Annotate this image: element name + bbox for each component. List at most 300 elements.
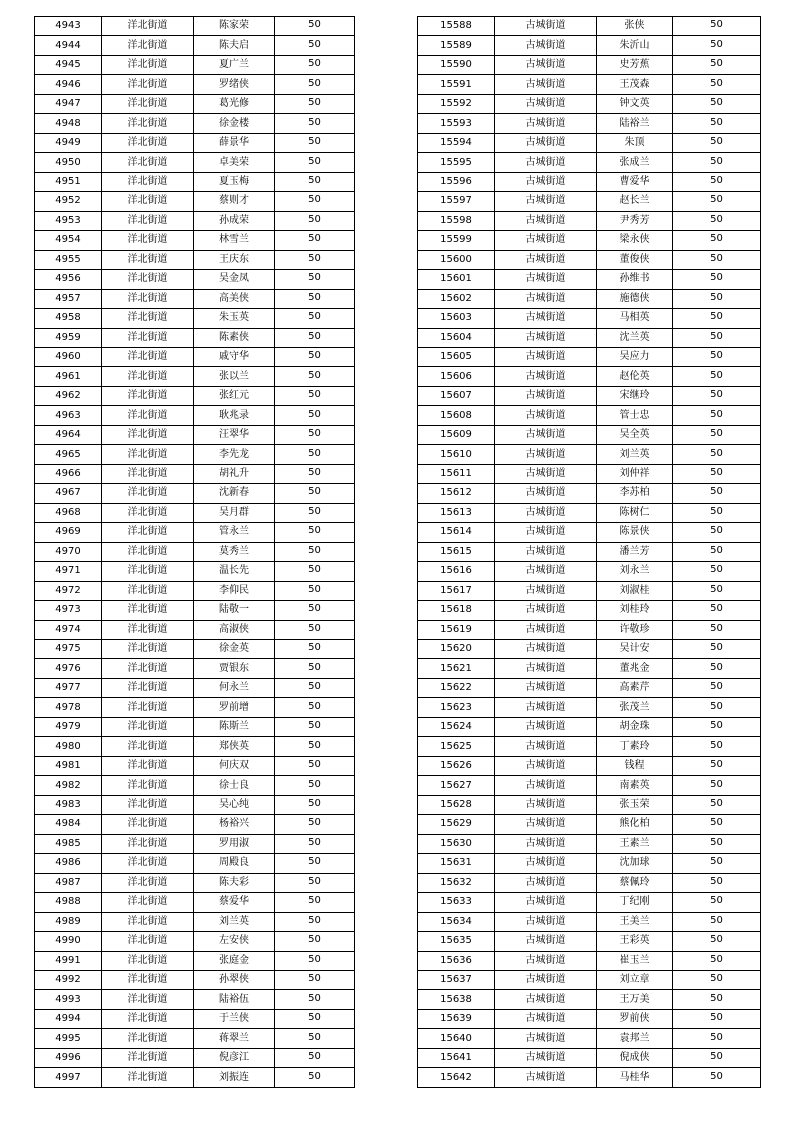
table-row [35,873,355,892]
name-cell: 刘淑桂 [597,581,673,600]
amount-value: 50 [308,700,321,712]
name-cell: 夏玉梅 [194,172,275,191]
street-cell: 洋北街道 [102,581,194,600]
id-cell: 15594 [418,133,495,152]
name-cell: 周殿良 [194,854,275,873]
amount-value: 50 [710,330,723,342]
street-cell: 洋北街道 [102,172,194,191]
amount-cell [673,367,761,386]
amount-value: 50 [308,174,321,186]
name-cell: 罗用淑 [194,834,275,853]
name-cell: 赵伦英 [597,367,673,386]
amount-value: 50 [308,681,321,693]
table-row [35,309,355,328]
name-cell: 陆裕伍 [194,990,275,1009]
amount-cell [673,698,761,717]
amount-cell [673,815,761,834]
street-cell: 洋北街道 [102,620,194,639]
amount-cell [673,581,761,600]
name-cell: 施德侠 [597,289,673,308]
amount-value: 50 [710,836,723,848]
id-cell: 4956 [35,270,102,289]
name-cell: 陈斯兰 [194,717,275,736]
street-cell: 洋北街道 [102,834,194,853]
amount-value: 50 [710,1070,723,1082]
table-row [418,581,761,600]
amount-value: 50 [308,330,321,342]
id-cell: 4957 [35,289,102,308]
table-row [418,523,761,542]
street-cell: 古城街道 [495,328,597,347]
amount-value: 50 [308,583,321,595]
name-cell: 倪彦江 [194,1048,275,1067]
name-cell: 刘立章 [597,970,673,989]
table-row [418,503,761,522]
table-row [418,737,761,756]
street-cell: 古城街道 [495,815,597,834]
name-cell: 蔡佩玲 [597,873,673,892]
amount-cell [673,659,761,678]
street-cell: 洋北街道 [102,737,194,756]
amount-value: 50 [710,1012,723,1024]
amount-cell [673,133,761,152]
name-cell: 曹爱华 [597,172,673,191]
name-cell: 徐士良 [194,776,275,795]
table-row [35,970,355,989]
amount-cell [673,153,761,172]
street-cell: 古城街道 [495,834,597,853]
street-cell: 古城街道 [495,912,597,931]
name-cell: 徐金英 [194,640,275,659]
amount-value: 50 [710,272,723,284]
name-cell: 张以兰 [194,367,275,386]
amount-value: 50 [710,778,723,790]
name-cell: 蔡则才 [194,192,275,211]
amount-cell [275,776,355,795]
street-cell: 古城街道 [495,192,597,211]
table-row [418,211,761,230]
amount-value: 50 [308,1051,321,1063]
street-cell: 洋北街道 [102,484,194,503]
name-cell: 宋继玲 [597,386,673,405]
street-cell: 古城街道 [495,1029,597,1048]
table-row [418,1068,761,1087]
amount-value: 50 [710,1031,723,1043]
amount-value: 50 [308,875,321,887]
amount-value: 50 [308,564,321,576]
street-cell: 洋北街道 [102,133,194,152]
id-cell: 15638 [418,990,495,1009]
table-row [418,484,761,503]
street-cell: 洋北街道 [102,114,194,133]
table-row [418,542,761,561]
name-cell: 崔玉兰 [597,951,673,970]
amount-cell [275,347,355,366]
name-cell: 王彩英 [597,932,673,951]
table-row [35,386,355,405]
amount-cell [673,192,761,211]
name-cell: 蒋翠兰 [194,1029,275,1048]
name-cell: 董俊侠 [597,250,673,269]
table-row [418,717,761,736]
amount-cell [275,464,355,483]
id-cell: 15633 [418,893,495,912]
street-cell: 洋北街道 [102,17,194,36]
name-cell: 潘兰芳 [597,542,673,561]
street-cell: 洋北街道 [102,523,194,542]
street-cell: 洋北街道 [102,1068,194,1087]
name-cell: 马桂华 [597,1068,673,1087]
table-row [418,347,761,366]
id-cell: 15614 [418,523,495,542]
street-cell: 洋北街道 [102,503,194,522]
table-row [35,795,355,814]
id-cell: 4987 [35,873,102,892]
name-cell: 沈加球 [597,854,673,873]
table-row [35,659,355,678]
id-cell: 4952 [35,192,102,211]
amount-cell [673,36,761,55]
name-cell: 戚守华 [194,347,275,366]
amount-cell [275,912,355,931]
left-ledger-body [35,17,355,1088]
table-row [35,1009,355,1028]
table-row [418,912,761,931]
id-cell: 15624 [418,717,495,736]
amount-value: 50 [710,797,723,809]
id-cell: 4979 [35,717,102,736]
amount-cell [275,951,355,970]
name-cell: 倪成侠 [597,1048,673,1067]
amount-cell [673,640,761,659]
name-cell: 胡礼升 [194,464,275,483]
table-row [418,815,761,834]
street-cell: 古城街道 [495,601,597,620]
amount-cell [275,756,355,775]
id-cell: 15589 [418,36,495,55]
id-cell: 15642 [418,1068,495,1087]
id-cell: 15635 [418,932,495,951]
name-cell: 罗绪侠 [194,75,275,94]
amount-value: 50 [710,759,723,771]
table-row [35,328,355,347]
name-cell: 陈家荣 [194,17,275,36]
street-cell: 洋北街道 [102,815,194,834]
id-cell: 4969 [35,523,102,542]
name-cell: 陈树仁 [597,503,673,522]
table-row [35,172,355,191]
table-row [35,815,355,834]
amount-cell [673,542,761,561]
id-cell: 15608 [418,406,495,425]
amount-value: 50 [308,778,321,790]
street-cell: 古城街道 [495,309,597,328]
amount-cell [673,94,761,113]
street-cell: 古城街道 [495,153,597,172]
amount-value: 50 [710,856,723,868]
name-cell: 陈素侠 [194,328,275,347]
amount-cell [673,289,761,308]
table-row [418,562,761,581]
street-cell: 古城街道 [495,367,597,386]
table-row [35,834,355,853]
name-cell: 钟文英 [597,94,673,113]
amount-value: 50 [710,934,723,946]
id-cell: 4982 [35,776,102,795]
amount-cell [673,114,761,133]
amount-value: 50 [308,350,321,362]
amount-cell [673,484,761,503]
amount-cell [275,445,355,464]
table-row [35,17,355,36]
name-cell: 刘桂玲 [597,601,673,620]
amount-cell [275,932,355,951]
amount-cell [673,756,761,775]
name-cell: 吴心纯 [194,795,275,814]
id-cell: 15618 [418,601,495,620]
amount-value: 50 [710,194,723,206]
id-cell: 4990 [35,932,102,951]
amount-cell [275,640,355,659]
id-cell: 4984 [35,815,102,834]
table-row [418,94,761,113]
amount-cell [275,659,355,678]
amount-cell [275,815,355,834]
amount-cell [275,1009,355,1028]
table-row [35,640,355,659]
amount-value: 50 [710,603,723,615]
name-cell: 贾银东 [194,659,275,678]
id-cell: 4989 [35,912,102,931]
street-cell: 洋北街道 [102,75,194,94]
table-row [35,1048,355,1067]
table-row [418,873,761,892]
id-cell: 15592 [418,94,495,113]
table-row [35,289,355,308]
amount-value: 50 [710,58,723,70]
name-cell: 林雪兰 [194,231,275,250]
table-row [35,620,355,639]
id-cell: 4997 [35,1068,102,1087]
amount-value: 50 [710,739,723,751]
street-cell: 古城街道 [495,503,597,522]
amount-value: 50 [710,525,723,537]
table-row [418,367,761,386]
amount-cell [275,75,355,94]
name-cell: 赵长兰 [597,192,673,211]
table-row [35,36,355,55]
name-cell: 许敬珍 [597,620,673,639]
name-cell: 张玉荣 [597,795,673,814]
table-row [418,445,761,464]
amount-value: 50 [308,467,321,479]
amount-cell [673,893,761,912]
right-ledger-body [418,17,761,1088]
street-cell: 洋北街道 [102,542,194,561]
street-cell: 古城街道 [495,717,597,736]
street-cell: 古城街道 [495,756,597,775]
amount-value: 50 [308,233,321,245]
name-cell: 耿兆录 [194,406,275,425]
name-cell: 陈景侠 [597,523,673,542]
name-cell: 李仰民 [194,581,275,600]
name-cell: 尹秀芳 [597,211,673,230]
id-cell: 4980 [35,737,102,756]
name-cell: 温长先 [194,562,275,581]
street-cell: 古城街道 [495,659,597,678]
amount-cell [673,328,761,347]
table-row [35,854,355,873]
amount-value: 50 [710,700,723,712]
table-row [35,503,355,522]
id-cell: 4948 [35,114,102,133]
street-cell: 洋北街道 [102,678,194,697]
street-cell: 洋北街道 [102,756,194,775]
amount-cell [673,932,761,951]
id-cell: 4961 [35,367,102,386]
table-row [418,698,761,717]
id-cell: 4995 [35,1029,102,1048]
street-cell: 古城街道 [495,678,597,697]
street-cell: 古城街道 [495,231,597,250]
id-cell: 15602 [418,289,495,308]
name-cell: 左安侠 [194,932,275,951]
amount-cell [275,542,355,561]
table-row [35,133,355,152]
name-cell: 于兰侠 [194,1009,275,1028]
id-cell: 15600 [418,250,495,269]
amount-value: 50 [308,389,321,401]
street-cell: 洋北街道 [102,367,194,386]
name-cell: 吴计安 [597,640,673,659]
street-cell: 古城街道 [495,270,597,289]
table-row [35,776,355,795]
amount-value: 50 [308,311,321,323]
amount-cell [275,873,355,892]
table-row [35,601,355,620]
table-row [35,581,355,600]
street-cell: 洋北街道 [102,562,194,581]
name-cell: 南素英 [597,776,673,795]
name-cell: 高淑侠 [194,620,275,639]
street-cell: 古城街道 [495,464,597,483]
table-row [418,951,761,970]
id-cell: 4947 [35,94,102,113]
amount-cell [673,834,761,853]
street-cell: 洋北街道 [102,464,194,483]
street-cell: 古城街道 [495,581,597,600]
amount-value: 50 [710,369,723,381]
amount-value: 50 [308,408,321,420]
amount-cell [673,678,761,697]
amount-value: 50 [710,544,723,556]
table-row [418,932,761,951]
amount-cell [673,309,761,328]
name-cell: 王万美 [597,990,673,1009]
street-cell: 洋北街道 [102,951,194,970]
amount-cell [673,854,761,873]
table-row [35,250,355,269]
name-cell: 卓美荣 [194,153,275,172]
table-row [418,990,761,1009]
table-row [418,1048,761,1067]
table-row [418,893,761,912]
table-row [418,55,761,74]
street-cell: 洋北街道 [102,795,194,814]
table-row [35,523,355,542]
amount-value: 50 [308,38,321,50]
id-cell: 4953 [35,211,102,230]
id-cell: 4972 [35,581,102,600]
table-row [35,425,355,444]
amount-cell [275,55,355,74]
id-cell: 4963 [35,406,102,425]
name-cell: 丁纪刚 [597,893,673,912]
id-cell: 4964 [35,425,102,444]
amount-value: 50 [308,369,321,381]
name-cell: 朱玉英 [194,309,275,328]
amount-value: 50 [710,564,723,576]
amount-value: 50 [710,291,723,303]
table-row [418,464,761,483]
amount-value: 50 [308,544,321,556]
street-cell: 洋北街道 [102,640,194,659]
amount-value: 50 [710,350,723,362]
amount-cell [673,55,761,74]
street-cell: 古城街道 [495,445,597,464]
name-cell: 钱程 [597,756,673,775]
id-cell: 4959 [35,328,102,347]
amount-value: 50 [308,720,321,732]
id-cell: 15599 [418,231,495,250]
name-cell: 张茂兰 [597,698,673,717]
table-row [35,367,355,386]
amount-cell [275,620,355,639]
street-cell: 洋北街道 [102,153,194,172]
amount-cell [275,133,355,152]
street-cell: 洋北街道 [102,211,194,230]
id-cell: 15606 [418,367,495,386]
id-cell: 4988 [35,893,102,912]
amount-cell [275,970,355,989]
amount-cell [673,1048,761,1067]
amount-cell [673,562,761,581]
id-cell: 4978 [35,698,102,717]
id-cell: 15627 [418,776,495,795]
name-cell: 何永兰 [194,678,275,697]
table-row [35,75,355,94]
amount-value: 50 [308,291,321,303]
table-row [418,834,761,853]
left-ledger-table [34,16,355,1088]
id-cell: 15605 [418,347,495,366]
table-row [418,776,761,795]
right-ledger-table [417,16,761,1088]
id-cell: 15621 [418,659,495,678]
id-cell: 15625 [418,737,495,756]
street-cell: 洋北街道 [102,893,194,912]
id-cell: 15623 [418,698,495,717]
street-cell: 古城街道 [495,289,597,308]
table-row [418,1009,761,1028]
amount-value: 50 [308,194,321,206]
name-cell: 夏广兰 [194,55,275,74]
id-cell: 15598 [418,211,495,230]
table-row [418,114,761,133]
amount-value: 50 [710,720,723,732]
amount-cell [673,231,761,250]
amount-value: 50 [710,155,723,167]
